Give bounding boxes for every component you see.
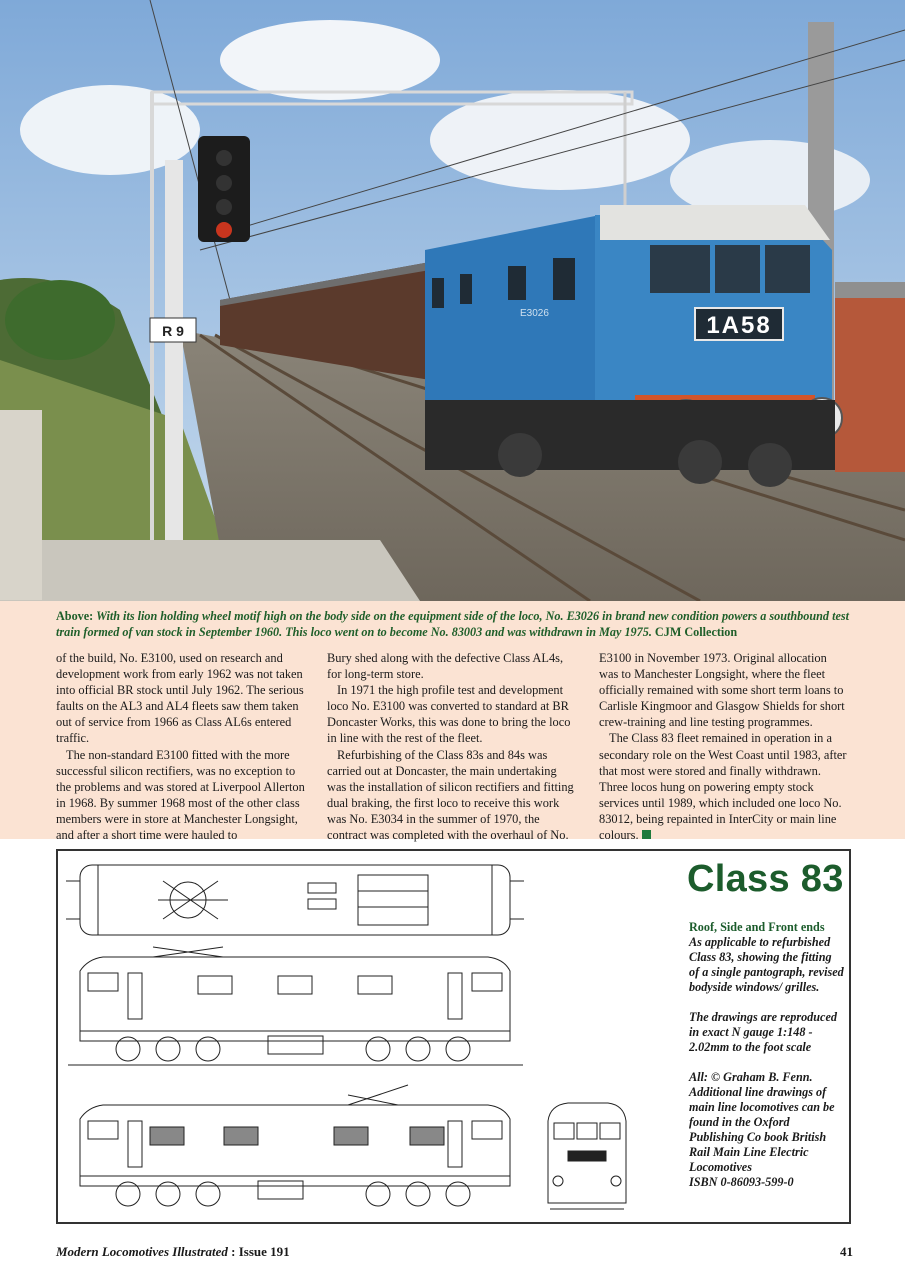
side-view-drawing-1 xyxy=(68,947,523,1065)
roof-view-drawing xyxy=(66,865,524,935)
drawing-scale-note: The drawings are reproduced in exact N gauge 1:148 - 2.02mm to the foot scale xyxy=(689,1010,837,1054)
loco-number-plate: E3026 xyxy=(520,308,549,319)
article-column-3 xyxy=(599,650,849,843)
side-view-drawing-2 xyxy=(80,1085,510,1206)
caption-text: With its lion holding wheel motif high on the body side on the equipment side of the loco, No. E3026 in brand new condition powers a southbound test train formed of van stock in September 1960. This loco went on to become No. 83003 and was withdrawn in May 1975. xyxy=(56,609,849,639)
locomotive-photo xyxy=(0,0,905,601)
caption-credit: CJM Collection xyxy=(654,625,738,639)
drawing-panel-title: Class 83 xyxy=(687,858,844,900)
paragraph: E3100 in November 1973. Original allocation was to Manchester Longsight, where the fleet officially remained with some short term loans to Carlisle Kingmoor and Glasgow Shields for short crew-training and line testing programmes. xyxy=(599,651,845,730)
paragraph xyxy=(599,730,849,843)
drawing-isbn: ISBN 0-86093-599-0 xyxy=(689,1175,794,1189)
signal-sign: R 9 xyxy=(162,323,184,339)
drawing-panel-notes xyxy=(689,920,844,1190)
paragraph: Refurbishing of the Class 83s and 84s was carried out at Doncaster, the main undertaking was the installation of silicon rectifiers and fitting dual braking, the first loco to receive this work was No. E3034 in the summer of 1970, the contract was completed with the overhaul of No. xyxy=(327,747,574,843)
front-end-drawing xyxy=(548,1103,626,1209)
loco-line-drawings xyxy=(58,851,678,1226)
article-column-1 xyxy=(56,650,306,843)
drawing-panel-subtitle: Roof, Side and Front ends xyxy=(689,920,825,934)
paragraph-text: The Class 83 fleet remained in operation in a secondary role on the West Coast until 1983, after that most were stored and finally withdrawn. Three locos hung on powering empty stock services until 1989, which included one loco No. 83012, being repainted in InterCity or main line colours. xyxy=(599,731,847,843)
paragraph: The non-standard E3100 fitted with the more successful silicon rectifiers, was no exception to the problems and was stored at Liverpool Allerton in 1968. By summer 1968 most of the other class members were in store at Manchester Longsight, and after a short time were hauled to xyxy=(56,747,305,843)
end-mark-icon xyxy=(642,830,651,839)
article-column-2 xyxy=(327,650,577,843)
page-number: 41 xyxy=(840,1244,853,1259)
paragraph: In 1971 the high profile test and development loco No. E3100 was converted to standard at BR Doncaster Works, this was done to bring the loco in line with the rest of the fleet. xyxy=(327,683,571,746)
paragraph: of the build, No. E3100, used on research and development work from early 1962 was not taken into official BR stock until July 1962. The serious faults on the AL3 and AL4 fleets saw them taken out of service from 1966 as Class AL6s entered traffic. xyxy=(56,651,304,746)
drawing-credit: All: © Graham B. Fenn. Additional line drawings of main line locomotives can be found in the Oxford Publishing Co book British Rail Main Line Electric Locomotives xyxy=(689,1070,835,1174)
drawing-panel-description: As applicable to refurbished Class 83, showing the fitting of a single pantograph, revised bodyside windows/ grilles. xyxy=(689,935,844,994)
issue-number: : Issue 191 xyxy=(231,1244,290,1259)
headcode-display: 1A58 xyxy=(706,312,772,339)
paragraph: Bury shed along with the defective Class AL4s, for long-term store. xyxy=(327,651,564,682)
caption-lead: Above: xyxy=(56,609,94,623)
magazine-title: Modern Locomotives Illustrated xyxy=(56,1244,228,1259)
footer-publication xyxy=(56,1244,290,1260)
photo-caption xyxy=(56,608,856,640)
